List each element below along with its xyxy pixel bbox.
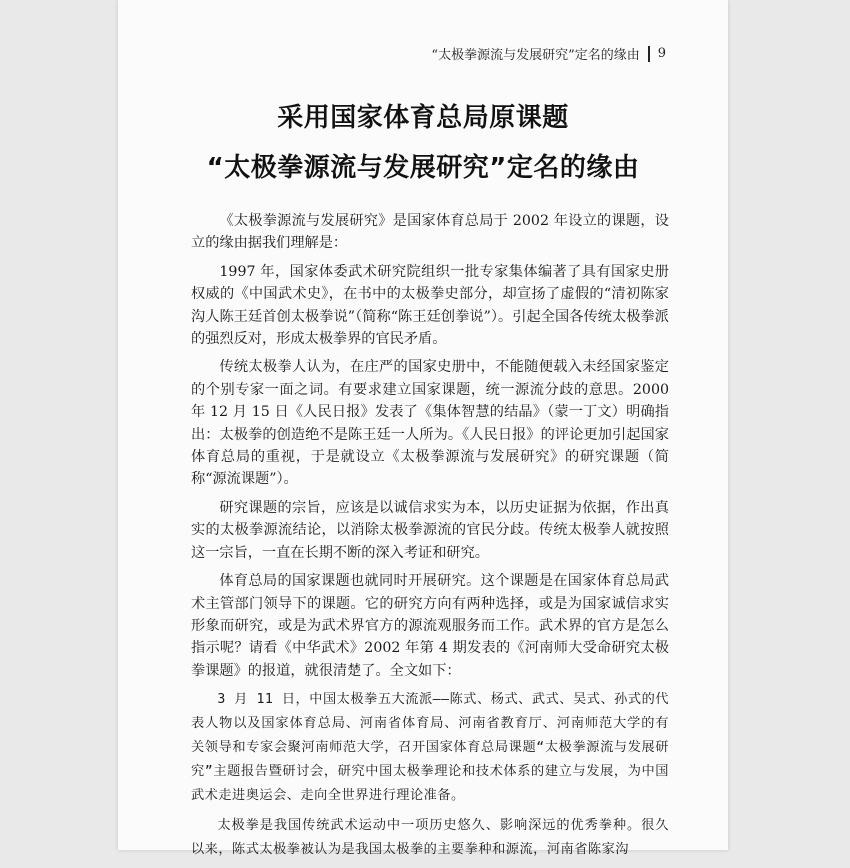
header-divider (648, 46, 650, 62)
chapter-title-line-1: 采用国家体育总局原课题 (277, 103, 569, 133)
body-text (191, 210, 669, 868)
quoted-paragraph: 太极拳是我国传统武术运动中一项历史悠久、影响深远的优秀拳种。很久以来，陈式太极拳被认为是我国太极拳的主要拳种和源流，河南省陈家沟 (191, 818, 669, 858)
paragraph: 研究课题的宗旨，应该是以诚信求实为本，以历史证据为依据，作出真实的太极拳源流结论，以消除太极拳源流的官民分歧。传统太极拳人就按照这一宗旨，一直在长期不断的深入考证和研究。 (191, 499, 669, 561)
book-page (118, 0, 728, 858)
running-title: “太极拳源流与发展研究”定名的缘由 (431, 48, 640, 63)
paragraph: 体育总局的国家课题也就同时开展研究。这个课题是在国家体育总局武术主管部门领导下的课题。它的研究方向有两种选择，或是为国家诚信求实形象而研究，或是为武术界官方的源流观服务而工作。武术界的官方是怎么指示呢？请看《中华武术》2002 年第 4 期发表的《河南师大受命研究太极拳课题》的报道，就很清楚了。全文如下： (191, 573, 669, 679)
chapter-title-line-2: “太极拳源流与发展研究”定名的缘由 (206, 153, 640, 183)
paragraph: 1997 年，国家体委武术研究院组织一批专家集体编著了具有国家史册权威的《中国武术史》，在书中的太极拳史部分，却宣扬了虚假的“清初陈家沟人陈王廷首创太极拳说”（简称“陈王廷创拳说”）。引起全国各传统太极拳派的强烈反对，形成太极拳界的官民矛盾。 (191, 263, 669, 348)
page-number: 9 (657, 46, 666, 61)
running-header (431, 44, 666, 63)
paragraph: 《太极拳源流与发展研究》是国家体育总局于 2002 年设立的课题，设立的缘由据我们理解是： (191, 213, 669, 252)
paragraph: 传统太极拳人认为，在庄严的国家史册中，不能随便载入未经国家鉴定的个别专家一面之词。有要求建立国家课题，统一源流分歧的意思。2000 年 12 月 15 日《人民日报》发表了《集体智慧的结晶》（蒙一丁文）明确指出：太极拳的创造绝不是陈王廷一人所为。《人民日报》的评论更加引起国家体育总局的重视，于是就设立《太极拳源流与发展研究》的研究课题（简称“源流课题”）。 (191, 359, 669, 488)
quoted-paragraph: 3 月 11 日，中国太极拳五大流派——陈式、杨式、武式、吴式、孙式的代表人物以及国家体育总局、河南省体育局、河南省教育厅、河南师范大学的有关领导和专家会聚河南师范大学，召开国家体育总局课题“太极拳源流与发展研究”主题报告暨研讨会，研究中国太极拳理论和技术体系的建立与发展，为中国武术走进奥运会、走向全世界进行理论准备。 (191, 692, 669, 804)
